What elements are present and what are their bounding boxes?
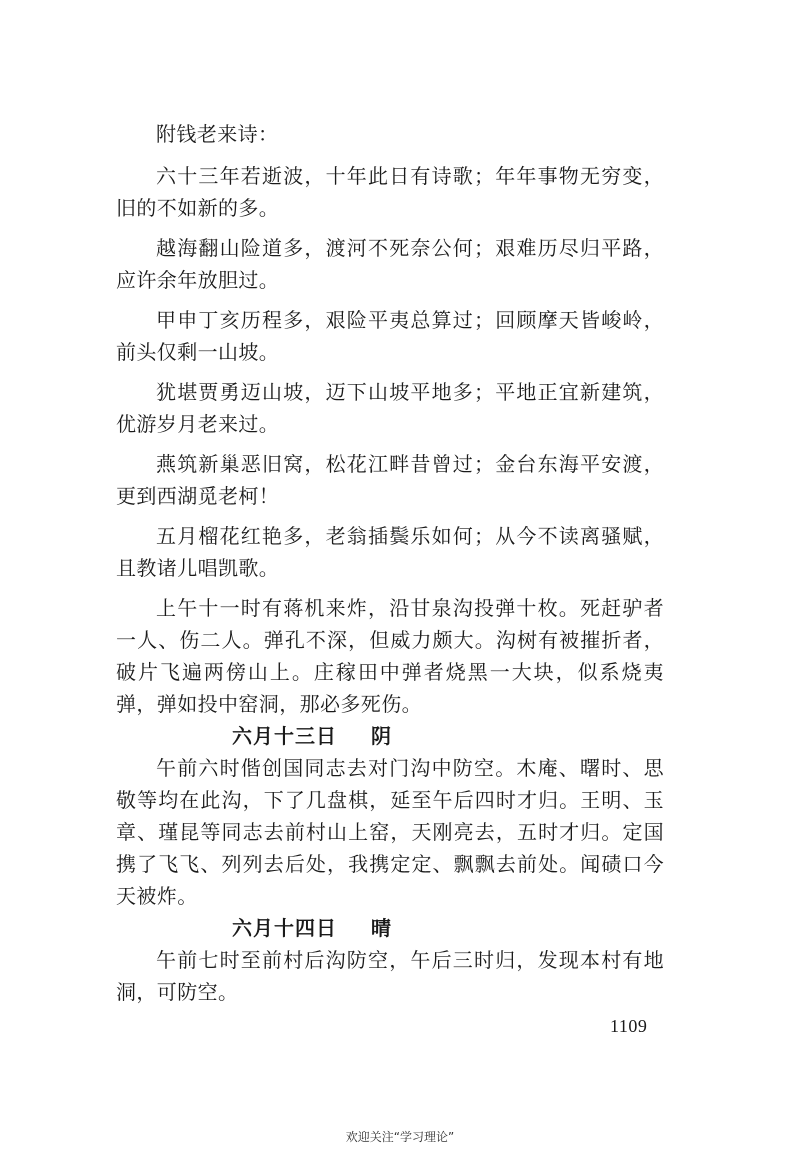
poem-stanza: 六十三年若逝波，十年此日有诗歌；年年事物无穷变，旧的不如新的多。 <box>116 164 664 220</box>
page-body <box>116 118 664 1008</box>
entry-heading <box>116 912 664 944</box>
poem-stanza: 越海翻山险道多，渡河不死奈公何；艰难历尽归平路，应许余年放胆过。 <box>116 236 664 292</box>
entry-text: 午前七时至前村后沟防空，午后三时归，发现本村有地洞，可防空。 <box>116 948 664 1004</box>
poem-stanza: 燕筑新巢恶旧窝，松花江畔昔曾过；金台东海平安渡，更到西湖觅老柯！ <box>116 452 664 508</box>
page-number: 1109 <box>610 1016 648 1036</box>
poem-stanza: 甲申丁亥历程多，艰险平夷总算过；回顾摩天皆峻岭，前头仅剩一山坡。 <box>116 308 664 364</box>
poem-stanza: 犹堪贾勇迈山坡，迈下山坡平地多；平地正宜新建筑，优游岁月老来过。 <box>116 380 664 436</box>
air-raid-paragraph: 上午十一时有蒋机来炸，沿甘泉沟投弹十枚。死赶驴者一人、伤二人。弹孔不深，但威力颇大。沟树有被摧折者，破片飞遍两傍山上。庄稼田中弹者烧黑一大块，似系烧夷弹，弹如投中窑洞，那必多死伤。 <box>116 596 664 716</box>
entry-date: 六月十三日 <box>232 724 337 748</box>
footer-note: 欢迎关注“学习理论” <box>345 1130 455 1144</box>
entry-weather: 阴 <box>371 724 392 748</box>
entry-weather: 晴 <box>371 916 392 940</box>
entry-heading <box>116 720 664 752</box>
entry-date: 六月十四日 <box>232 916 337 940</box>
entry-text: 午前六时偕创国同志去对门沟中防空。木庵、曙时、思敬等均在此沟，下了几盘棋，延至午后四时才归。王明、玉章、瑾昆等同志去前村山上窑，天刚亮去，五时才归。定国携了飞飞、列列去后处，我携定定、飘飘去前处。闻碛口今天被炸。 <box>116 756 664 908</box>
poem-intro: 附钱老来诗： <box>156 122 279 146</box>
poem-stanza: 五月榴花红艳多，老翁插鬓乐如何；从今不读离骚赋，且教诸儿唱凯歌。 <box>116 524 664 580</box>
